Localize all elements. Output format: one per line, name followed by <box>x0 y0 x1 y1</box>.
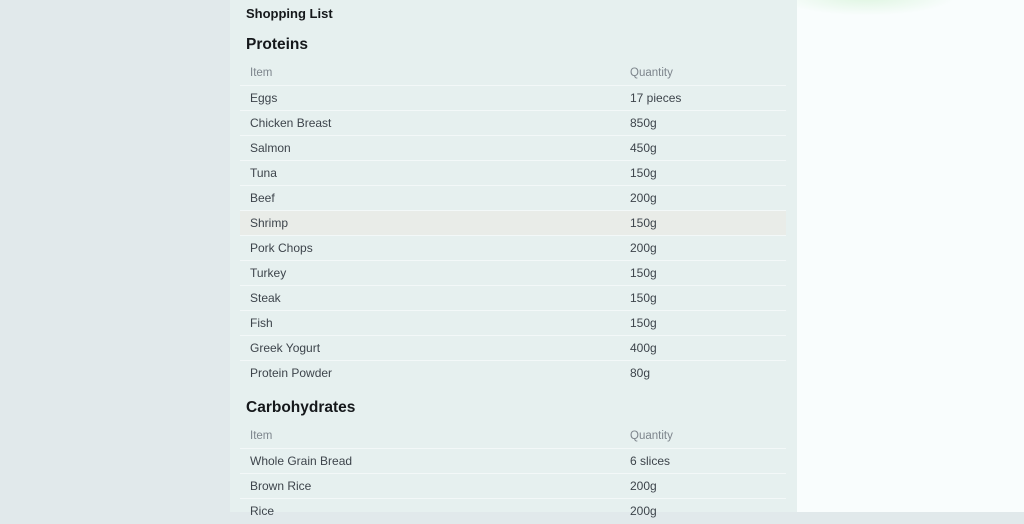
column-header-item: Item <box>250 430 273 442</box>
item-cell: Pork Chops <box>250 241 313 255</box>
right-background-panel <box>797 0 1024 512</box>
quantity-cell: 200g <box>630 479 657 493</box>
item-cell: Salmon <box>250 141 291 155</box>
table-row[interactable] <box>240 261 786 286</box>
quantity-cell: 17 pieces <box>630 91 682 105</box>
column-header-quantity: Quantity <box>630 430 673 442</box>
section-heading: Proteins <box>246 36 309 53</box>
item-cell: Chicken Breast <box>250 116 332 130</box>
item-cell: Steak <box>250 291 281 305</box>
item-cell: Beef <box>250 191 275 205</box>
table-row[interactable] <box>240 311 786 336</box>
quantity-cell: 200g <box>630 241 657 255</box>
table-row[interactable] <box>240 361 786 386</box>
item-cell: Eggs <box>250 91 278 105</box>
quantity-cell: 6 slices <box>630 454 671 468</box>
quantity-cell: 150g <box>630 166 657 180</box>
sections-container <box>230 37 797 524</box>
table-row[interactable] <box>240 111 786 136</box>
table-row[interactable] <box>240 136 786 161</box>
item-cell: Rice <box>250 504 275 518</box>
quantity-cell: 150g <box>630 291 657 305</box>
table-row[interactable] <box>240 236 786 261</box>
item-cell: Brown Rice <box>250 479 312 493</box>
table-row[interactable] <box>240 211 786 236</box>
table-row[interactable] <box>240 186 786 211</box>
section-carbohydrates <box>230 400 797 524</box>
table-header-row <box>240 61 786 86</box>
table-row[interactable] <box>240 474 786 499</box>
table-header-row <box>240 424 786 449</box>
item-cell: Greek Yogurt <box>250 341 321 355</box>
column-header-quantity: Quantity <box>630 67 673 79</box>
items-table <box>240 61 786 386</box>
quantity-cell: 200g <box>630 191 657 205</box>
section-heading: Carbohydrates <box>246 399 356 416</box>
quantity-cell: 150g <box>630 266 657 280</box>
quantity-cell: 850g <box>630 116 657 130</box>
quantity-cell: 150g <box>630 216 657 230</box>
table-row[interactable] <box>240 86 786 111</box>
item-cell: Tuna <box>250 166 277 180</box>
table-row[interactable] <box>240 161 786 186</box>
items-table <box>240 424 786 524</box>
shopping-list-panel <box>230 0 797 518</box>
quantity-cell: 200g <box>630 504 657 518</box>
quantity-cell: 400g <box>630 341 657 355</box>
item-cell: Turkey <box>250 266 287 280</box>
item-cell: Shrimp <box>250 216 289 230</box>
quantity-cell: 80g <box>630 366 651 380</box>
table-row[interactable] <box>240 286 786 311</box>
quantity-cell: 450g <box>630 141 657 155</box>
column-header-item: Item <box>250 67 273 79</box>
item-cell: Protein Powder <box>250 366 333 380</box>
quantity-cell: 150g <box>630 316 657 330</box>
table-row[interactable] <box>240 449 786 474</box>
section-proteins <box>230 37 797 386</box>
table-row[interactable] <box>240 336 786 361</box>
item-cell: Fish <box>250 316 273 330</box>
item-cell: Whole Grain Bread <box>250 454 353 468</box>
page-title: Shopping List <box>246 6 333 21</box>
